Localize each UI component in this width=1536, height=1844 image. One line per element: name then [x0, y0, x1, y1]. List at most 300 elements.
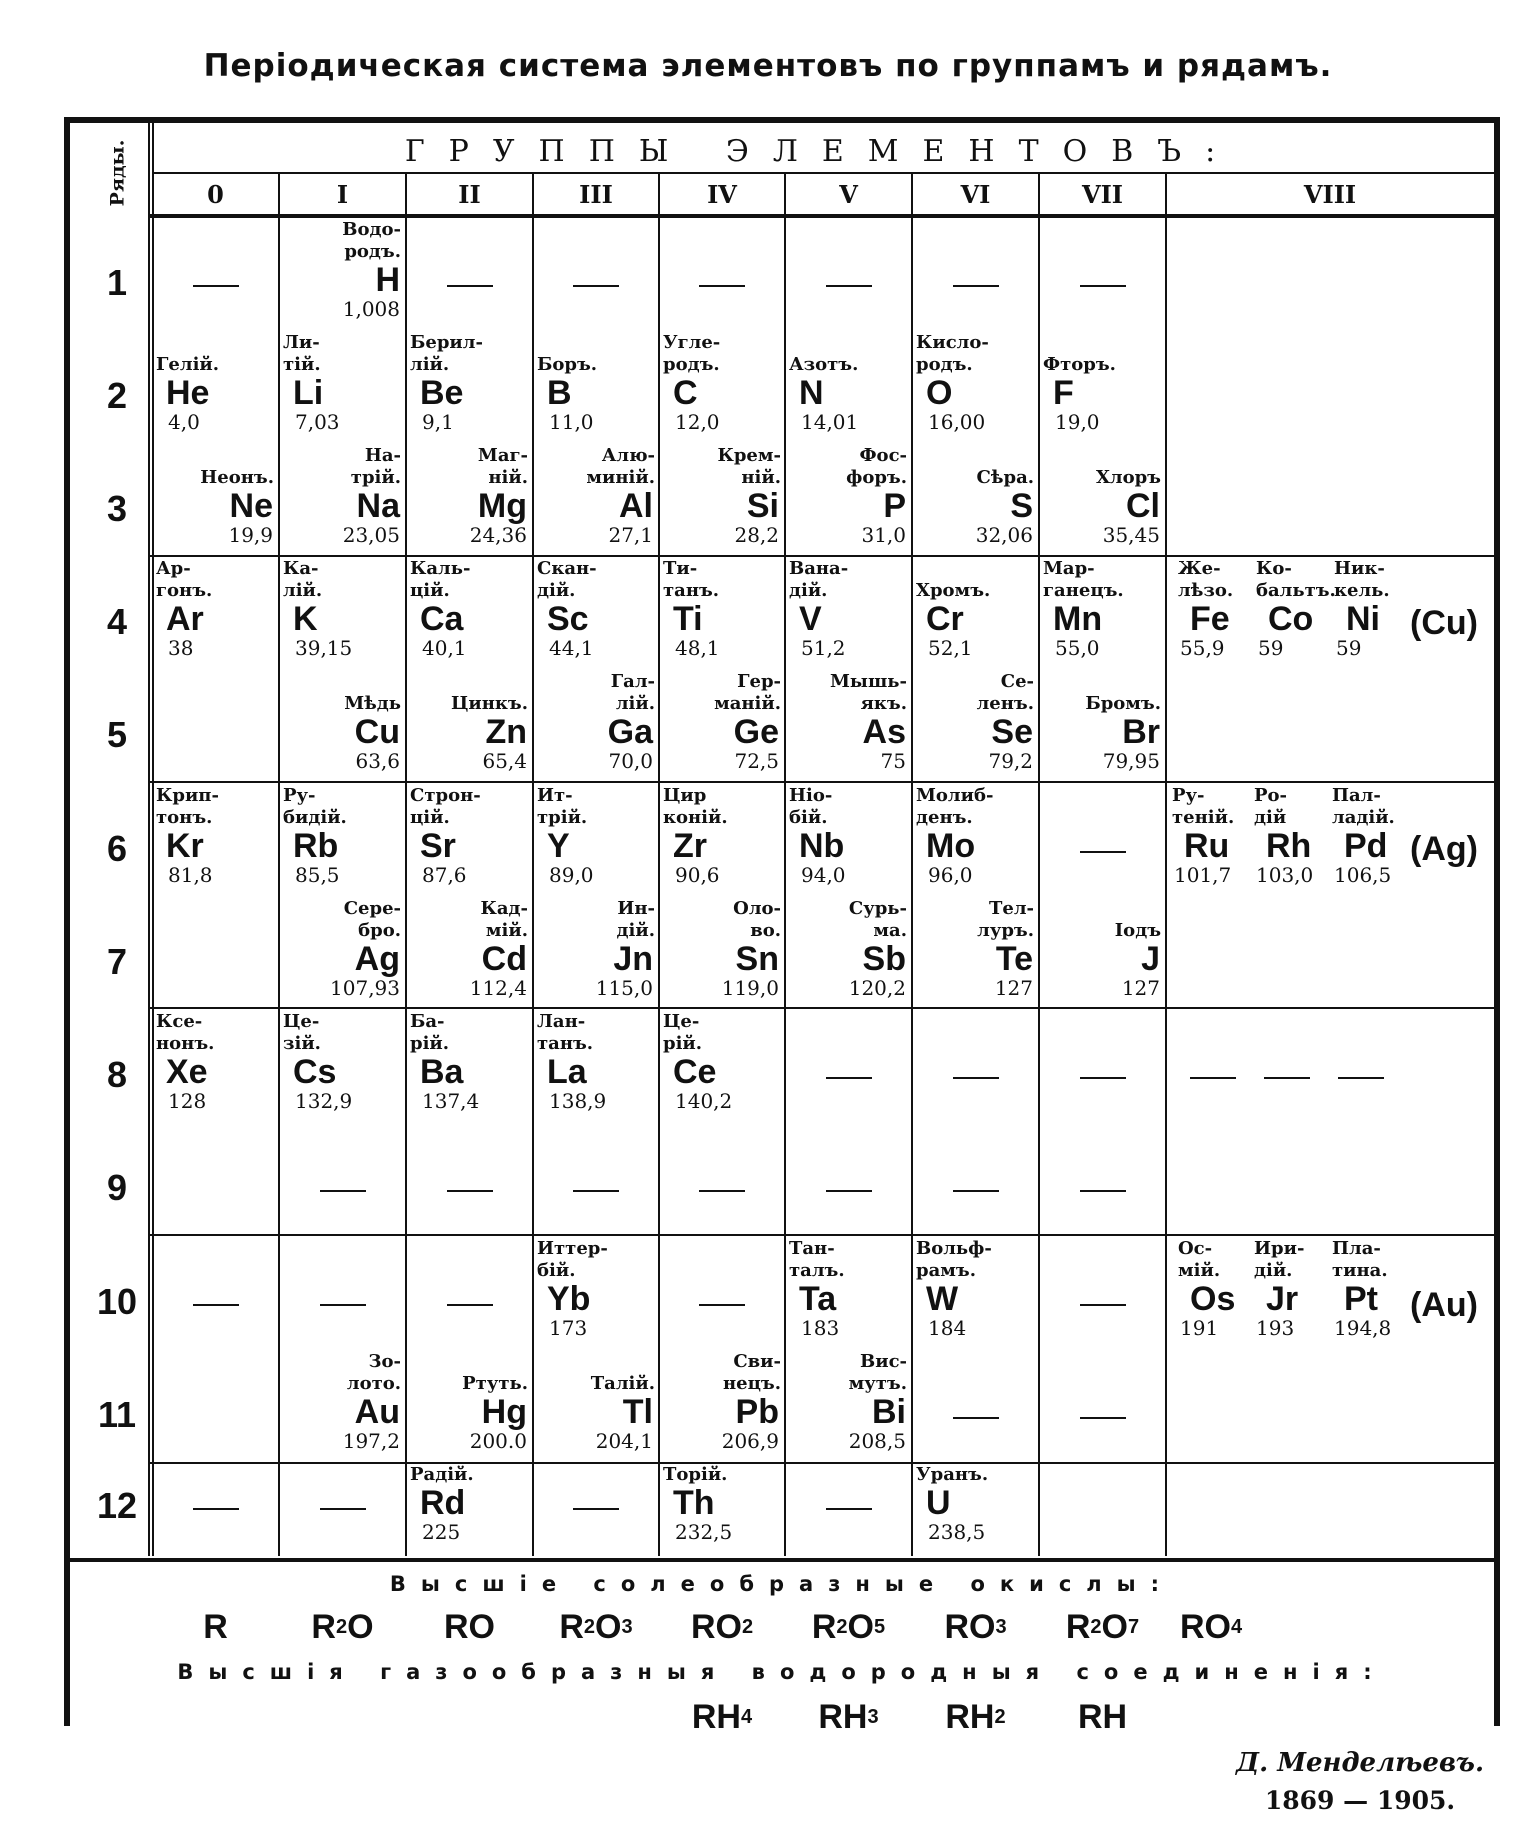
oxide-formula — [785, 1606, 912, 1648]
element-symbol: Bi — [872, 1393, 906, 1431]
formula-sup2: 2 — [741, 1615, 754, 1638]
element-symbol: Zr — [673, 827, 707, 865]
element-symbol: U — [926, 1484, 951, 1522]
element-cell-cd — [408, 898, 533, 1008]
element-name: Алю- миній. — [586, 445, 655, 488]
element-name: Талій. — [590, 1373, 655, 1394]
element-cell-nb — [787, 785, 908, 895]
element-weight: 183 — [801, 1316, 840, 1340]
formula-sup: 2 — [994, 1705, 1006, 1728]
empty-cell-dash — [953, 1077, 999, 1079]
element-symbol: K — [293, 600, 318, 638]
element-symbol: Nb — [799, 827, 845, 865]
empty-cell-dash — [826, 285, 872, 287]
empty-cell-dash — [447, 1304, 493, 1306]
element-weight: 138,9 — [549, 1089, 607, 1113]
row-number: 5 — [106, 714, 128, 755]
element-cell-ce — [661, 1011, 781, 1121]
empty-cell-dash — [193, 1304, 239, 1306]
element-name: Иттер- бій. — [537, 1238, 608, 1281]
element-symbol: Ru — [1184, 827, 1230, 865]
element-name: Сви- нецъ. — [723, 1351, 781, 1394]
element-symbol: Sr — [420, 827, 456, 865]
formula-sup: 2 — [335, 1615, 348, 1638]
element-name: Се- ленъ. — [976, 671, 1034, 714]
element-symbol: S — [1010, 487, 1033, 525]
element-cell-rb — [281, 785, 402, 895]
element-symbol: Co — [1268, 600, 1314, 638]
formula-sup: 4 — [740, 1705, 753, 1728]
element-cell-w — [914, 1238, 1035, 1348]
element-cell-na — [281, 445, 406, 555]
grid-hline-footer — [70, 1558, 1494, 1562]
element-cell-ar — [154, 558, 275, 668]
element-weight: 52,1 — [928, 636, 973, 660]
element-weight: 12,0 — [675, 410, 720, 434]
element-symbol: Cr — [926, 600, 964, 638]
element-weight: 194,8 — [1334, 1316, 1392, 1340]
element-weight: 1,008 — [342, 297, 400, 321]
empty-cell-dash — [1080, 851, 1126, 853]
element-weight: 65,4 — [482, 749, 527, 773]
grid-vline-col — [405, 172, 407, 1556]
empty-cell-dash — [699, 1304, 745, 1306]
element-symbol: As — [862, 713, 906, 751]
element-cell-u — [914, 1464, 1035, 1574]
element-weight: 44,1 — [549, 636, 594, 660]
element-symbol: Sc — [547, 600, 589, 638]
empty-cell-dash — [1080, 1190, 1126, 1192]
element-weight: 225 — [422, 1520, 461, 1544]
element-cell-sr — [408, 785, 529, 895]
grid-vline-col — [278, 172, 280, 1556]
element-symbol: Fe — [1190, 600, 1230, 638]
element-symbol: Hg — [481, 1393, 527, 1431]
element-weight: 19,9 — [228, 523, 273, 547]
formula-tail: O — [347, 1607, 374, 1646]
element-name: Ніо- бій. — [789, 785, 833, 828]
element-name: Кисло- родъ. — [916, 332, 989, 375]
element-weight: 63,6 — [355, 749, 400, 773]
element-weight: 39,15 — [295, 636, 353, 660]
row-number: 3 — [106, 488, 128, 529]
formula-sup2: 7 — [1128, 1615, 1140, 1638]
element-cell-y — [535, 785, 655, 895]
element-cell-co — [1254, 558, 1340, 668]
element-weight: 79,2 — [988, 749, 1033, 773]
element-cell-in — [535, 898, 659, 1008]
element-name: Ксе- нонъ. — [156, 1011, 215, 1054]
element-weight: 137,4 — [422, 1089, 480, 1113]
element-cell-mn — [1041, 558, 1162, 668]
element-weight: 238,5 — [928, 1520, 986, 1544]
element-name: Гер- маній. — [714, 671, 781, 714]
group-header: VIII — [1303, 179, 1357, 209]
empty-cell-dash — [193, 285, 239, 287]
oxide-formula — [1039, 1606, 1166, 1648]
element-cell-si — [661, 445, 785, 555]
element-symbol: Au — [354, 1393, 400, 1431]
element-weight: 59 — [1258, 636, 1284, 660]
element-cell-f — [1041, 354, 1162, 464]
formula-base: RH — [691, 1697, 741, 1736]
empty-cell-dash — [826, 1077, 872, 1079]
empty-cell-dash — [447, 1190, 493, 1192]
element-symbol: Li — [293, 374, 324, 412]
grid-vline-col — [532, 172, 534, 1556]
element-name: Боръ. — [537, 354, 598, 375]
element-name: Скан- дій. — [537, 558, 597, 601]
empty-cell-dash — [699, 1190, 745, 1192]
element-cell-te — [914, 898, 1039, 1008]
element-weight: 87,6 — [422, 863, 467, 887]
element-cell-ca — [408, 558, 529, 668]
element-name: Пла- тина. — [1332, 1238, 1388, 1281]
groups-title: ГРУППЫ ЭЛЕМЕНТОВЪ: — [404, 134, 1240, 169]
element-cell-sn — [661, 898, 785, 1008]
element-symbol: H — [375, 261, 400, 299]
element-symbol: Xe — [166, 1053, 208, 1091]
empty-cell-dash — [953, 1417, 999, 1419]
element-weight: 128 — [168, 1089, 207, 1113]
element-symbol: C — [673, 374, 698, 412]
element-weight: 184 — [928, 1316, 967, 1340]
element-weight: 51,2 — [801, 636, 846, 660]
rows-header — [86, 128, 148, 218]
element-weight: 115,0 — [595, 976, 653, 1000]
element-weight: 107,93 — [330, 976, 400, 1000]
element-name: Фторъ. — [1043, 354, 1116, 375]
formula-tail: O — [595, 1607, 622, 1646]
element-symbol: Ba — [420, 1053, 464, 1091]
oxide-formula — [152, 1606, 279, 1648]
element-weight: 119,0 — [721, 976, 779, 1000]
element-name: Ру- теній. — [1172, 785, 1235, 828]
row-number: 10 — [96, 1281, 138, 1322]
element-cell-se — [914, 671, 1039, 781]
element-weight: 75 — [880, 749, 906, 773]
element-name: Хромъ. — [916, 580, 991, 601]
page-title: Періодическая система элементовъ по группамъ и рядамъ. — [203, 48, 1333, 84]
oxide-formula — [1166, 1606, 1256, 1648]
element-cell-pt — [1330, 1238, 1416, 1348]
element-symbol: Ni — [1346, 600, 1380, 638]
element-cell-s — [914, 467, 1039, 577]
element-symbol: Yb — [547, 1280, 591, 1318]
element-symbol: Mg — [477, 487, 527, 525]
oxide-formula — [912, 1606, 1039, 1648]
element-name: Ос- мій. — [1178, 1238, 1221, 1281]
element-name: Ар- гонъ. — [156, 558, 213, 601]
element-name: Же- лѣзо. — [1178, 558, 1234, 601]
element-cell-ra — [408, 1464, 529, 1574]
element-symbol: V — [799, 600, 822, 638]
element-weight: 14,01 — [801, 410, 859, 434]
grid-vline-rows — [148, 123, 150, 1556]
element-weight: 200.0 — [469, 1429, 527, 1453]
element-weight: 96,0 — [928, 863, 973, 887]
formula-base: RO — [1179, 1607, 1231, 1646]
element-name: Уранъ. — [916, 1464, 989, 1485]
element-cell-mo — [914, 785, 1035, 895]
element-weight: 127 — [1121, 976, 1160, 1000]
element-name: Водо- родъ. — [342, 219, 401, 262]
element-weight: 24,36 — [469, 523, 527, 547]
grid-vline-col — [1038, 172, 1040, 1556]
element-cell-ni — [1332, 558, 1418, 668]
group-header: VI — [960, 179, 991, 209]
element-cell-c — [661, 332, 781, 442]
element-symbol: Ta — [799, 1280, 837, 1318]
element-cell-pd — [1330, 785, 1416, 895]
element-cell-bi — [787, 1351, 912, 1461]
element-symbol: Jr — [1266, 1280, 1299, 1318]
element-cell-xe — [154, 1011, 275, 1121]
element-symbol: Y — [547, 827, 570, 865]
group-header: VII — [1081, 179, 1124, 209]
empty-cell-dash — [826, 1508, 872, 1510]
element-cell-li — [281, 332, 402, 442]
grid-vline-col — [784, 172, 786, 1556]
element-cell-ga — [535, 671, 659, 781]
grid-hline-rowpair — [148, 555, 1494, 557]
element-name: Радій. — [410, 1464, 474, 1485]
element-cell-kr — [154, 785, 275, 895]
oxide-formula — [279, 1606, 406, 1648]
element-name: Торій. — [663, 1464, 728, 1485]
element-symbol: Pd — [1344, 827, 1388, 865]
formula-sup: 2 — [1090, 1615, 1102, 1638]
element-cell-k — [281, 558, 402, 668]
element-weight: 40,1 — [422, 636, 467, 660]
formula-sup2: 5 — [874, 1615, 886, 1638]
oxide-formula — [533, 1606, 659, 1648]
element-symbol: Mn — [1053, 600, 1103, 638]
hydride-formula — [912, 1696, 1039, 1738]
element-symbol: Ca — [420, 600, 464, 638]
element-cell-ir — [1252, 1238, 1338, 1348]
formula-sup2: 4 — [1230, 1615, 1243, 1638]
element-symbol: Sn — [735, 940, 779, 978]
element-symbol: Cs — [293, 1053, 337, 1091]
element-symbol: Rd — [420, 1484, 466, 1522]
element-name: Тан- талъ. — [789, 1238, 845, 1281]
row-number: 2 — [106, 375, 128, 416]
element-name: Сере- бро. — [343, 898, 401, 941]
element-symbol: Rb — [293, 827, 339, 865]
element-cell-h — [281, 219, 406, 329]
element-symbol: He — [166, 374, 210, 412]
formula-base: R — [1065, 1607, 1091, 1646]
element-weight: 191 — [1180, 1316, 1219, 1340]
formula-base: RO — [444, 1607, 495, 1646]
element-name: Строн- цій. — [410, 785, 481, 828]
formula-base: R — [311, 1607, 336, 1646]
element-name: Вана- дій. — [789, 558, 849, 601]
element-symbol: Th — [673, 1484, 715, 1522]
row-number: 6 — [106, 828, 128, 869]
row-number: 9 — [106, 1167, 128, 1208]
element-weight: 132,9 — [295, 1089, 353, 1113]
element-name: Гал- лій. — [610, 671, 655, 714]
signature: Д. Менделѣевъ. — [1235, 1748, 1484, 1778]
element-cell-zr — [661, 785, 781, 895]
element-cell-br — [1041, 693, 1166, 803]
formula-sup: 2 — [583, 1615, 596, 1638]
empty-cell-dash — [1190, 1077, 1236, 1079]
element-name: Ит- трій. — [537, 785, 588, 828]
empty-cell-dash — [320, 1508, 366, 1510]
group-header: V — [839, 179, 858, 209]
element-weight: 90,6 — [675, 863, 720, 887]
element-name: Фос- форъ. — [846, 445, 907, 488]
element-cell-la — [535, 1011, 655, 1121]
empty-cell-dash — [699, 285, 745, 287]
element-weight: 70,0 — [608, 749, 653, 773]
empty-cell-dash — [573, 1508, 619, 1510]
element-name: Ири- дій. — [1254, 1238, 1305, 1281]
element-weight: 55,9 — [1180, 636, 1225, 660]
formula-base: RO — [944, 1607, 996, 1646]
empty-cell-dash — [573, 1190, 619, 1192]
row-number: 1 — [106, 262, 128, 303]
grid-hline-rowpair — [148, 1234, 1494, 1236]
element-symbol: J — [1141, 940, 1160, 978]
element-weight: 79,95 — [1102, 749, 1160, 773]
element-symbol: O — [926, 374, 953, 412]
element-cell-as — [787, 671, 912, 781]
element-symbol: Ge — [733, 713, 779, 751]
empty-cell-dash — [573, 285, 619, 287]
element-symbol: Jn — [613, 940, 653, 978]
element-name: Лан- танъ. — [537, 1011, 594, 1054]
element-cell-os — [1176, 1238, 1262, 1348]
element-weight: 9,1 — [422, 410, 454, 434]
row-number: 7 — [106, 941, 128, 982]
group-header: II — [458, 179, 481, 209]
element-weight: 94,0 — [801, 863, 846, 887]
element-symbol: Pb — [735, 1393, 779, 1431]
element-weight: 112,4 — [469, 976, 527, 1000]
element-symbol: Be — [420, 374, 464, 412]
empty-cell-dash — [193, 1508, 239, 1510]
element-weight: 232,5 — [675, 1520, 733, 1544]
element-name: Ин- дій. — [616, 898, 655, 941]
element-name: Кад- мій. — [480, 898, 528, 941]
oxides-title: Высшіе солеобразные окислы: — [389, 1572, 1175, 1596]
element-name: Вис- мутъ. — [848, 1351, 907, 1394]
element-cell-th — [661, 1464, 781, 1574]
element-name: Гелій. — [156, 354, 220, 375]
element-weight: 19,0 — [1055, 410, 1100, 434]
element-name: Цир коній. — [663, 785, 728, 828]
hydrides-title: Высшія газообразныя водородныя соединенія: — [177, 1660, 1387, 1684]
element-weight: 140,2 — [675, 1089, 733, 1113]
element-cell-ti — [661, 558, 781, 668]
formula-base: RO — [690, 1607, 742, 1646]
element-name: Ба- рій. — [410, 1011, 450, 1054]
row-number: 8 — [106, 1054, 128, 1095]
element-name: Мар- ганецъ. — [1043, 558, 1124, 601]
element-name: Угле- родъ. — [663, 332, 721, 375]
group-header: 0 — [207, 179, 224, 209]
row-number: 4 — [106, 601, 128, 642]
element-name: Крем- ній. — [717, 445, 781, 488]
element-name: Вольф- рамъ. — [916, 1238, 992, 1281]
element-weight: 32,06 — [975, 523, 1033, 547]
oxide-formula — [406, 1606, 533, 1648]
element-name: Мышь- якъ. — [829, 671, 907, 714]
empty-cell-dash — [447, 285, 493, 287]
element-name: Бромъ. — [1085, 693, 1161, 714]
element-cell-tl — [535, 1373, 659, 1483]
empty-cell-dash — [953, 1190, 999, 1192]
element-weight: 120,2 — [848, 976, 906, 1000]
element-weight: 72,5 — [734, 749, 779, 773]
element-cell-be — [408, 332, 529, 442]
element-weight: 16,00 — [928, 410, 986, 434]
element-name: Ро- дій — [1254, 785, 1288, 828]
element-symbol: Te — [995, 940, 1033, 978]
element-name: Ко- бальтъ. — [1256, 558, 1336, 601]
formula-tail: O — [847, 1607, 874, 1646]
element-name: Берил- лій. — [410, 332, 483, 375]
formula-sup: 2 — [836, 1615, 848, 1638]
element-symbol: N — [799, 374, 824, 412]
element-cell-ba — [408, 1011, 529, 1121]
element-symbol: F — [1053, 374, 1074, 412]
element-symbol: Rh — [1266, 827, 1312, 865]
element-name: Це- зій. — [283, 1011, 321, 1054]
empty-cell-dash — [1338, 1077, 1384, 1079]
element-weight: 197,2 — [342, 1429, 400, 1453]
formula-base: RH — [1077, 1697, 1128, 1736]
element-cell-ge — [661, 671, 785, 781]
element-name: Хлоръ — [1095, 467, 1161, 488]
element-name: Зо- лото. — [346, 1351, 401, 1394]
element-name: Каль- цій. — [410, 558, 471, 601]
empty-cell-dash — [1080, 1417, 1126, 1419]
group-header: IV — [707, 179, 737, 209]
element-weight: 89,0 — [549, 863, 594, 887]
element-cell-mg — [408, 445, 533, 555]
signature-years: 1869 — 1905. — [1264, 1786, 1456, 1815]
element-symbol: B — [547, 374, 572, 412]
grid-vline-col — [658, 172, 660, 1556]
element-weight: 35,45 — [1102, 523, 1160, 547]
empty-cell-dash — [953, 285, 999, 287]
grid-vline-col — [911, 172, 913, 1556]
element-weight: 28,2 — [734, 523, 779, 547]
element-weight: 55,0 — [1055, 636, 1100, 660]
element-cell-yb — [535, 1238, 655, 1348]
hydride-formula — [1039, 1696, 1166, 1738]
element-name: Маг- ній. — [477, 445, 528, 488]
element-cell-fe — [1176, 558, 1262, 668]
element-symbol: Cd — [481, 940, 527, 978]
element-symbol: Os — [1190, 1280, 1236, 1318]
element-cell-ta — [787, 1238, 908, 1348]
element-symbol: Br — [1122, 713, 1160, 751]
element-weight: 127 — [994, 976, 1033, 1000]
element-symbol: Ga — [607, 713, 653, 751]
element-weight: 81,8 — [168, 863, 213, 887]
element-symbol: Ti — [673, 600, 703, 638]
element-weight: 193 — [1256, 1316, 1295, 1340]
empty-cell-dash — [1080, 285, 1126, 287]
grid-hline-header — [148, 214, 1494, 218]
row-number: 11 — [97, 1394, 137, 1435]
